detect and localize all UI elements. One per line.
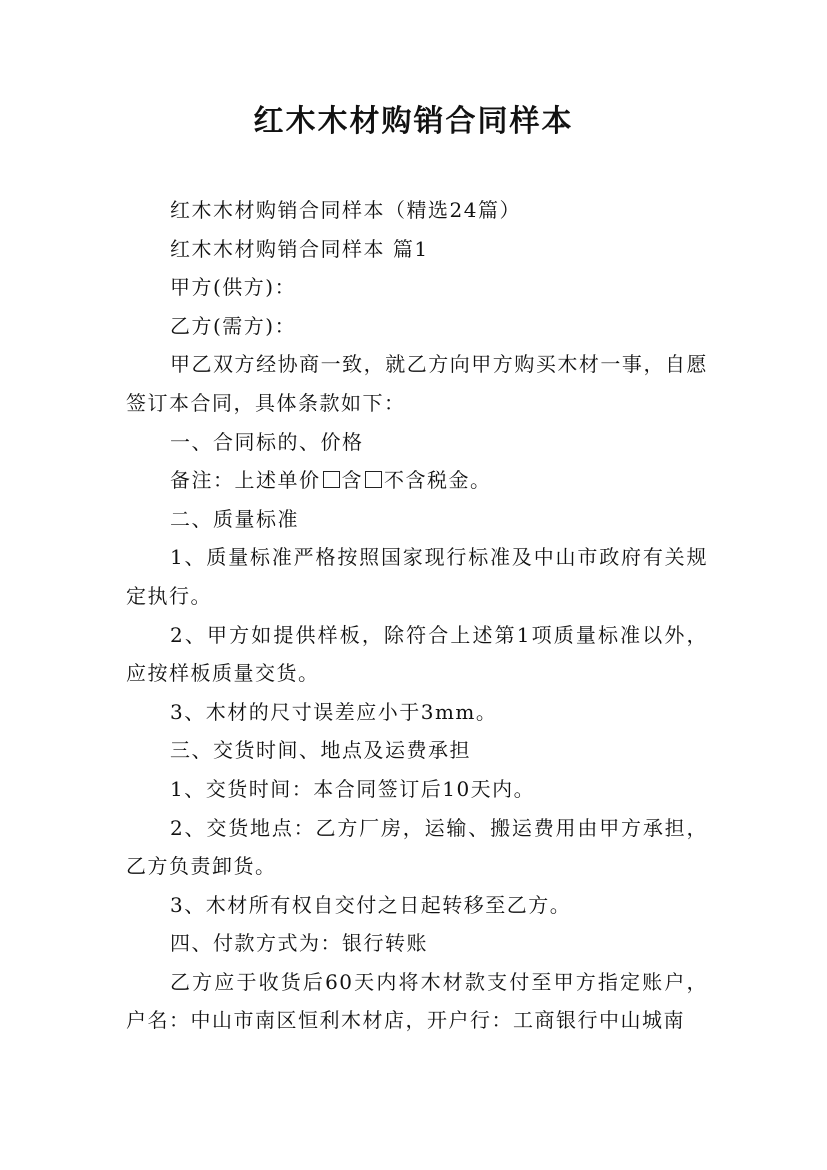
document-title: 红木木材购销合同样本: [253, 104, 574, 139]
section-heading: 红木木材购销合同样本 篇1: [170, 236, 429, 261]
party-a: 甲方(供方)：: [170, 275, 297, 300]
checkbox-icon: [365, 471, 382, 488]
clause2-item3: 3、木材的尺寸误差应小于3mm。: [170, 699, 498, 724]
clause4-body: 乙方应于收货后60天内将木材款支付至甲方指定账户，户名：中山市南区恒利木材店，开户行：工商银行中山城南: [126, 969, 708, 1033]
note-prefix: 备注：上述单价: [170, 468, 321, 493]
clause2-item2: 2、甲方如提供样板，除符合上述第1项质量标准以外，应按样板质量交货。: [126, 622, 708, 686]
note-paragraph: [126, 461, 708, 500]
party-b: 乙方(需方)：: [170, 313, 297, 338]
note-option-exclude: 不含税金。: [384, 468, 492, 493]
note-option-include: 含: [341, 468, 363, 493]
checkbox-icon: [323, 471, 340, 488]
clause2-heading: 二、质量标准: [170, 506, 299, 531]
intro-paragraph: 甲乙双方经协商一致，就乙方向甲方购买木材一事，自愿签订本合同，具体条款如下：: [126, 352, 708, 415]
document-body: [126, 191, 708, 1040]
clause2-item1: 1、质量标准严格按照国家现行标准及中山市政府有关规定执行。: [126, 545, 708, 608]
clause4-heading: 四、付款方式为：银行转账: [170, 931, 428, 956]
clause3-item2: 2、交货地点：乙方厂房，运输、搬运费用由甲方承担，乙方负责卸货。: [126, 815, 708, 879]
clause3-item3: 3、木材所有权自交付之日起转移至乙方。: [170, 892, 572, 917]
clause3-heading: 三、交货时间、地点及运费承担: [170, 738, 471, 763]
clause1-heading: 一、合同标的、价格: [170, 429, 364, 454]
clause3-item1: 1、交货时间：本合同签订后10天内。: [170, 776, 536, 801]
subtitle: 红木木材购销合同样本（精选24篇）: [170, 198, 521, 222]
